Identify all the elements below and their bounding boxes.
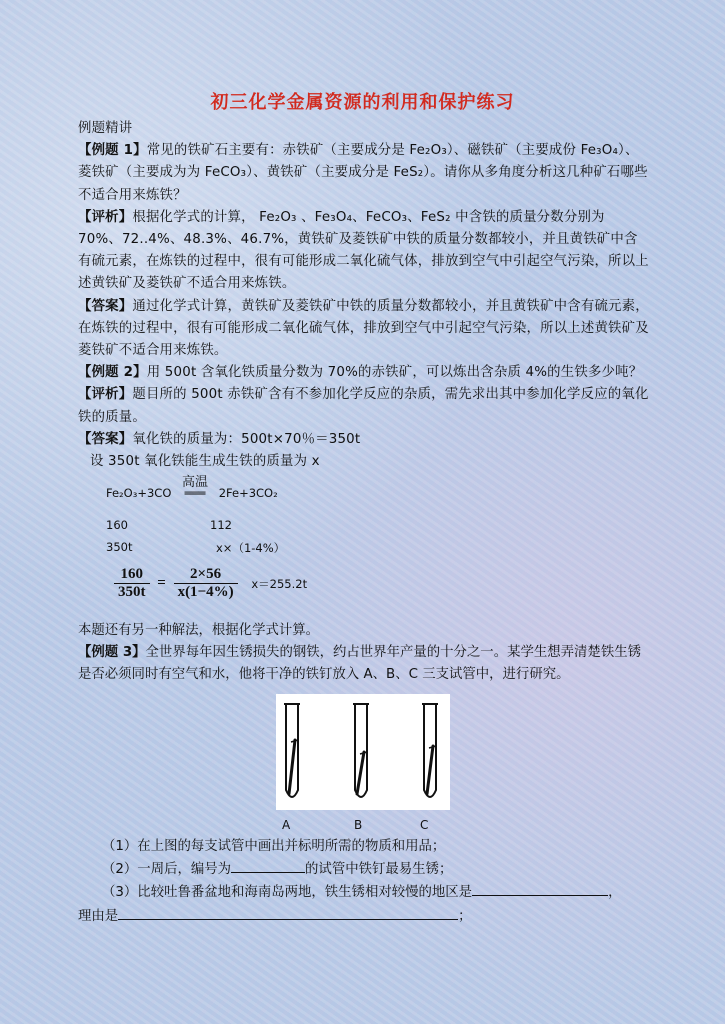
example1-answer — [78, 296, 650, 363]
mass-row-2 — [106, 540, 286, 555]
example2-analysis-label: 【评析】 — [78, 387, 133, 403]
equation-arrow-group — [177, 475, 213, 500]
example1-question-text: 常见的铁矿石主要有：赤铁矿（主要成分是 Fe₂O₃）、磁铁矿（主要成份 Fe₃O₄）、菱铁矿（主要成为为 FeCO₃）、黄铁矿（主要成分是 FeS₂）。请你从多角度分析这几种矿石哪些不适合用来炼铁？ — [78, 143, 648, 203]
test-tubes-illustration — [276, 694, 450, 810]
example1-analysis-label: 【评析】 — [78, 209, 133, 225]
mass-left-2: 350t — [106, 540, 133, 554]
example3-question — [78, 642, 650, 686]
fraction-2-denominator: x(1−4%) — [177, 584, 234, 600]
result-value: x＝255.2t — [251, 576, 308, 591]
example3-section — [78, 620, 650, 687]
iron-nail-a — [289, 740, 295, 794]
question-4 — [78, 905, 658, 928]
chemical-equation — [106, 475, 278, 500]
test-tube-a — [284, 704, 300, 797]
example2-answer-line2: 设 350t 氧化铁能生成生铁的质量为 x — [90, 454, 320, 470]
example2-analysis — [78, 384, 650, 428]
document-title: 初三化学金属资源的利用和保护练习 — [210, 92, 515, 113]
example1-label: 【例题 1】 — [78, 143, 147, 159]
question-3-prefix: （3）比较吐鲁番盆地和海南岛两地，铁生锈相对较慢的地区是 — [102, 885, 473, 901]
equation-left: Fe₂O₃+3CO — [106, 486, 172, 500]
mass-right-2: x×（1-4%） — [216, 541, 286, 555]
iron-nail-b — [357, 752, 364, 794]
iron-nail-c — [427, 746, 433, 794]
example2-answer — [78, 429, 650, 451]
example2-question-text: 用 500t 含氧化铁质量分数为 70%的赤铁矿，可以炼出含杂质 4%的生铁多少吨？ — [146, 365, 643, 381]
proportion-equation — [114, 566, 307, 601]
question-2-suffix: 的试管中铁钉最易生锈； — [305, 862, 453, 878]
example2-question — [78, 362, 650, 384]
mass-row-1 — [106, 518, 232, 532]
equation-right: 2Fe+3CO₂ — [218, 486, 278, 500]
example3-label: 【例题 3】 — [78, 645, 146, 661]
example2-answer-label: 【答案】 — [78, 431, 133, 447]
question-4-answer-blank[interactable] — [118, 905, 458, 920]
fraction-1-numerator: 160 — [114, 566, 150, 584]
example3-question-text: 全世界每年因生锈损失的钢铁，约占世界年产量的十分之一。某学生想弄清楚铁生锈是否必须同时有空气和水，他将干净的铁钉放入 A、B、C 三支试管中，进行研究。 — [78, 645, 641, 683]
question-3-suffix: ， — [608, 885, 622, 901]
example2-label: 【例题 2】 — [78, 365, 147, 381]
example1-analysis-text: 根据化学式的计算， Fe₂O₃ 、Fe₃O₄、FeCO₃、FeS₂ 中含铁的质量分数分别为 70%、72..4%、48.3%、46.7%，黄铁矿及菱铁矿中铁的质量分数都较小，并且黄铁矿中含有硫元素，在炼铁的过程中，很有可能形成二氧化硫气体，排放到空气中引起空气污染，所以上述黄铁矿及菱铁矿不适合用来炼铁。 — [78, 209, 649, 292]
example-section — [78, 118, 650, 473]
test-tube-c — [422, 704, 438, 797]
question-4-prefix: 理由是 — [78, 908, 119, 924]
example2-answer-line1: 氧化铁的质量为：500t×70％＝350t — [132, 431, 361, 447]
question-3 — [78, 881, 658, 904]
example3-questions — [78, 836, 658, 928]
equals-sign: = — [157, 575, 166, 591]
test-tube-b — [353, 704, 369, 797]
mass-right-1: 112 — [210, 518, 232, 532]
tube-label-a: A — [282, 818, 291, 832]
tube-label-b: B — [354, 818, 363, 832]
question-1: （1）在上图的每支试管中画出并标明所需的物质和用品； — [102, 839, 446, 854]
question-2-answer-blank[interactable] — [231, 858, 305, 873]
tube-label-c: C — [420, 818, 429, 832]
test-tubes-figure — [276, 694, 450, 810]
question-2 — [78, 858, 658, 881]
example1-analysis — [78, 207, 650, 296]
fraction-2-numerator: 2×56 — [174, 566, 238, 584]
alternative-method: 本题还有另一种解法，根据化学式计算。 — [78, 623, 320, 638]
example1-answer-label: 【答案】 — [78, 298, 133, 314]
equation-arrow: ═══ — [184, 486, 206, 500]
question-3-answer-blank[interactable] — [472, 881, 608, 896]
example2-analysis-text: 题目所的 500t 赤铁矿含有不参加化学反应的杂质，需先求出其中参加化学反应的氧化铁的质量。 — [78, 387, 649, 425]
question-4-suffix: ； — [458, 908, 472, 924]
example1-question — [78, 140, 650, 207]
section-heading: 例题精讲 — [78, 121, 133, 136]
mass-left-1: 160 — [106, 518, 128, 532]
equation-condition: 高温 — [182, 475, 209, 490]
fraction-1 — [114, 566, 150, 601]
fraction-2 — [174, 566, 238, 601]
question-2-prefix: （2）一周后，编号为 — [102, 862, 232, 878]
fraction-1-denominator: 350t — [118, 584, 146, 600]
example1-answer-text: 通过化学式计算，黄铁矿及菱铁矿中铁的质量分数都较小，并且黄铁矿中含有硫元素，在炼铁的过程中，很有可能形成二氧化硫气体，排放到空气中引起空气污染，所以上述黄铁矿及菱铁矿不适合用来炼铁。 — [78, 298, 649, 359]
